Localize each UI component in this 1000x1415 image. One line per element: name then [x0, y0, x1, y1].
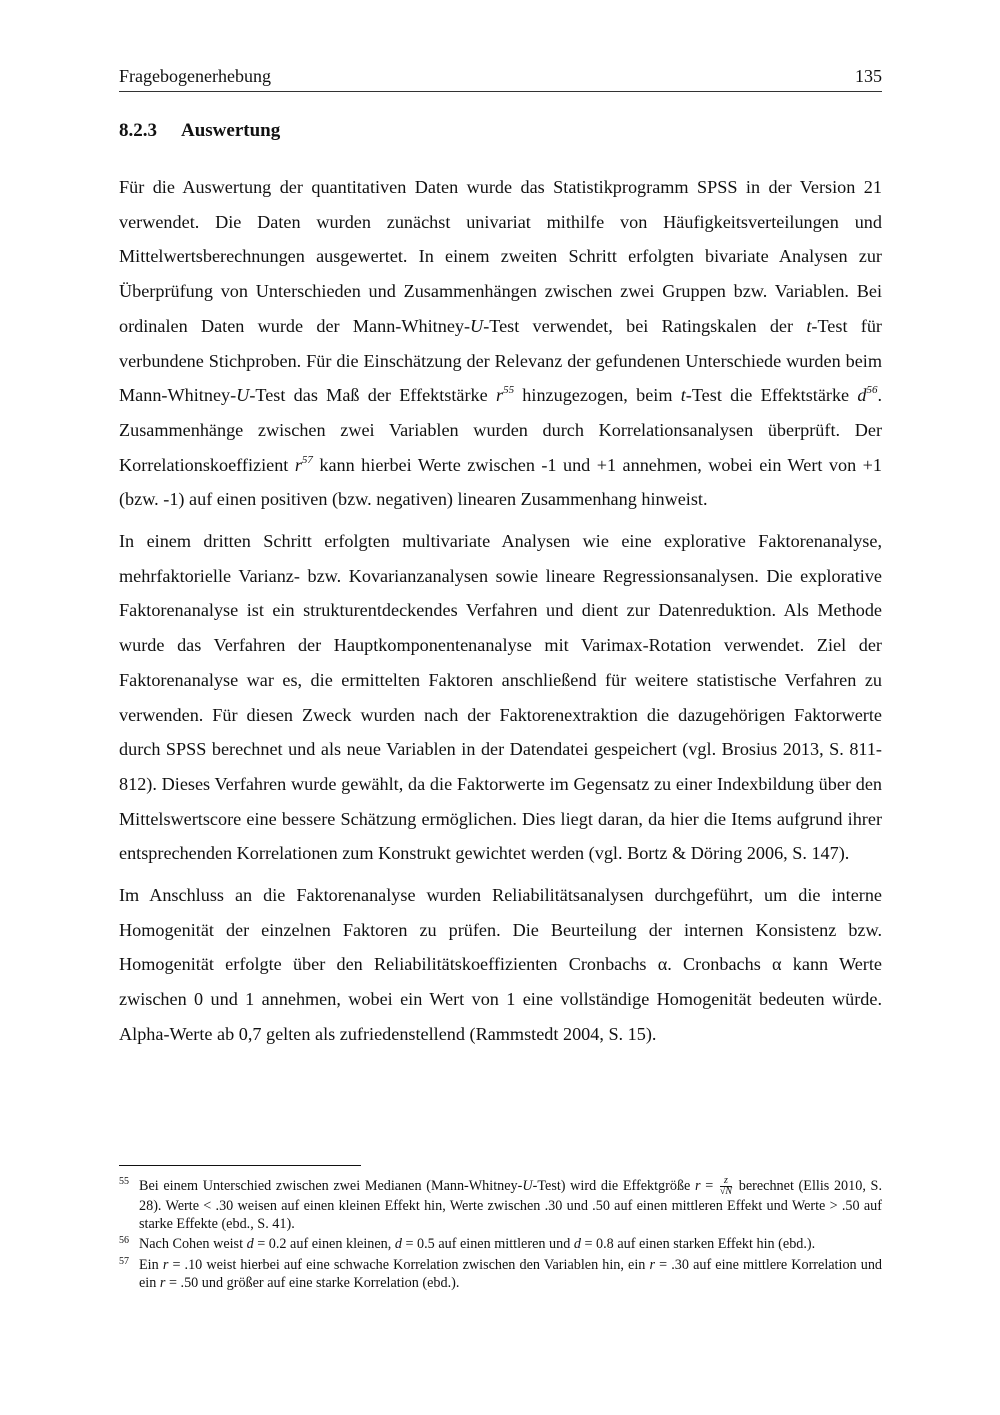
footnote-ref-57[interactable]: 57: [301, 453, 313, 466]
footnote-mark: 57: [119, 1255, 129, 1267]
symbol-r: r: [649, 1256, 656, 1273]
text-run: . Zusammenhänge zwischen zwei Variablen wurden durch Korrelationsanalysen überprüft. Der Korrelationskoeffizient: [119, 385, 883, 475]
symbol-d: d: [573, 1236, 581, 1253]
text-run: kann hierbei Werte zwischen -1 und +1 annehmen, wobei ein Wert von +1 (bzw. -1) auf einen positiven (bzw. negativen) linearen Zusammenhang hinweist.: [119, 454, 882, 510]
symbol-d: d: [394, 1236, 402, 1253]
symbol-t: t: [680, 385, 686, 406]
text-run: = 0.2 auf einen kleinen,: [253, 1236, 395, 1253]
running-title: Fragebogenerhebung: [119, 66, 271, 86]
fraction-denominator: √N: [719, 1186, 733, 1197]
text-run: = 0.8 auf einen starken Effekt hin (ebd.).: [580, 1236, 816, 1253]
symbol-u: U: [522, 1177, 533, 1194]
footnotes: [119, 1176, 882, 1294]
running-header: [119, 64, 882, 92]
footnote-56: [119, 1235, 882, 1253]
footnote-mark: 55: [119, 1176, 129, 1187]
text-run: -Test die Effektstärke: [685, 385, 858, 406]
section-number: 8.2.3: [119, 120, 157, 141]
text-run: Ein: [139, 1256, 163, 1273]
section-title: Auswertung: [181, 120, 281, 141]
paragraph-3: Im Anschluss an die Faktorenanalyse wurden Reliabilitätsanalysen durchgeführt, um die interne Homogenität der einzelnen Faktoren zu prüfen. Die Beurteilung der internen Konsistenz bzw. Homogenität erfolgte über den Reliabilitätskoeffizienten Cronbachs α. Cronbachs α kann Werte zwischen 0 und 1 annehmen, wobei ein Wert von 1 eine vollständige Homogenität bedeuten würde. Alpha-Werte ab 0,7 gelten als zufriedenstellend (Rammstedt 2004, S. 15).: [119, 885, 882, 1044]
section-heading: [119, 118, 280, 144]
text-run: -Test verwendet, bei Ratingskalen der: [483, 315, 807, 336]
page-number: 135: [855, 66, 882, 86]
symbol-r: r: [695, 1177, 701, 1194]
symbol-t: t: [806, 315, 812, 336]
symbol-r: r: [294, 454, 302, 475]
text-run: =: [700, 1177, 718, 1194]
text-run: Für die Auswertung der quantitativen Daten wurde das Statistikprogramm SPSS in der Version 21 verwendet. Die Daten wurden zunächst univariat mithilfe von Häufigkeitsverteilungen und Mittelwertsberechnungen ausgewertet. In einem zweiten Schritt erfolgten bivariate Analysen zur Überprüfung von Unterschieden und Zusammenhängen zwischen zwei Gruppen bzw. Variablen. Bei ordinalen Daten wurde der Mann-Whitney-: [119, 177, 882, 336]
symbol-r: r: [159, 1274, 166, 1291]
symbol-r: r: [162, 1256, 169, 1273]
paragraph-2: In einem dritten Schritt erfolgten multivariate Analysen wie eine explorative Faktorenanalyse, mehrfaktorielle Varianz- bzw. Kovarianzanalysen sowie lineare Regressionsanalysen. Die explorative Faktorenanalyse ist ein strukturentdeckendes Verfahren und dient zur Datenreduktion. Als Methode wurde das Verfahren der Hauptkomponentenanalyse mit Varimax-Rotation verwendet. Ziel der Faktorenanalyse war es, die ermittelten Faktoren anschließend für weitere statistische Verfahren zu verwenden. Für diesen Zweck wurden nach der Faktorenextraktion die dazugehörigen Faktorwerte durch SPSS berechnet und als neue Variablen in der Datendatei gespeichert (vgl. Brosius 2013, S. 811-812). Dieses Verfahren wurde gewählt, da die Faktorwerte im Gegensatz zu einer Indexbildung über den Mittelswertscore eine bessere Schätzung ermöglichen. Dies liegt daran, da hier die Items aufgrund ihrer entsprechenden Korrelationen zum Konstrukt gewichtet werden (vgl. Bortz & Döring 2006, S. 147).: [119, 531, 882, 864]
body-text: [119, 170, 882, 1059]
symbol-r: r: [495, 385, 504, 406]
text-run: hinzugezogen, beim: [514, 385, 681, 406]
footnote-ref-55[interactable]: 55: [503, 384, 515, 397]
text-run: = .30 auf eine mittlere Korrelation und ein: [139, 1256, 883, 1291]
paragraph-1: [119, 170, 882, 517]
footnote-separator: [119, 1165, 361, 1166]
text-run: -Test das Maß der Effektstärke: [249, 385, 496, 406]
fraction-numerator: z: [720, 1176, 732, 1187]
text-run: -Test) wird die Effektgröße: [532, 1177, 696, 1194]
text-run: -Test für verbundene Stichproben. Für die Einschätzung der Relevanz der gefundenen Unterschiede wurden beim Mann-Whitney-: [119, 315, 882, 406]
footnote-57: [119, 1256, 882, 1292]
symbol-d: d: [246, 1236, 254, 1253]
symbol-u: U: [470, 315, 484, 336]
text-run: Bei einem Unterschied zwischen zwei Medianen (Mann-Whitney-: [139, 1177, 523, 1194]
text-run: Nach Cohen weist: [139, 1236, 247, 1253]
footnote-mark: 56: [119, 1235, 129, 1247]
symbol-d: d: [857, 385, 867, 406]
symbol-u: U: [236, 385, 250, 406]
text-run: = 0.5 auf einen mittleren und: [401, 1236, 574, 1253]
text-run: = .10 weist hierbei auf eine schwache Korrelation zwischen den Variablen hin, ein: [168, 1256, 650, 1273]
footnote-ref-56[interactable]: 56: [866, 384, 878, 397]
text-run: = .50 und größer auf eine starke Korrelation (ebd.).: [165, 1274, 460, 1291]
footnote-55: [119, 1176, 882, 1233]
fraction-z-over-sqrt-n: [720, 1176, 732, 1197]
text-run: berechnet (Ellis 2010, S. 28). Werte < .30 weisen auf einen kleinen Effekt hin, Werte zwischen .30 und .50 auf einen mittleren Effekt und Werte > .50 auf starke Effekte (ebd., S. 41).: [139, 1177, 882, 1233]
